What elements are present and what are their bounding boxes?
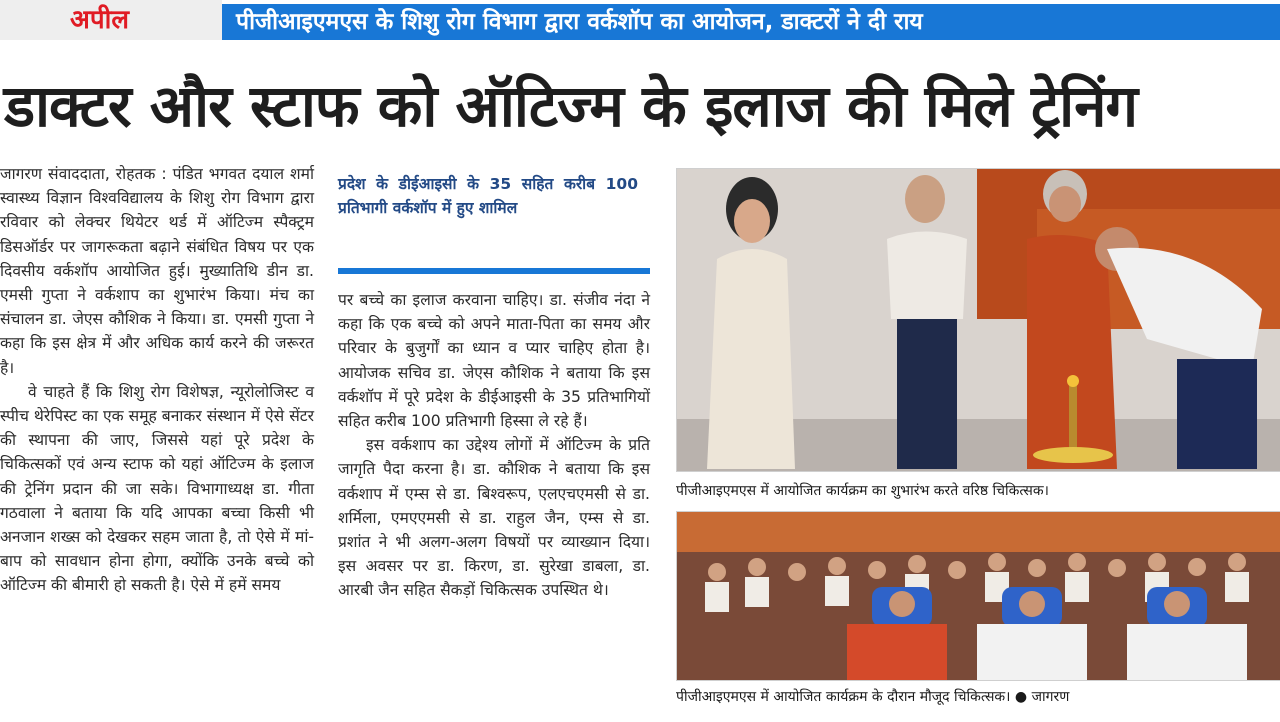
photo-audience-illustration — [677, 512, 1280, 680]
headline: डाक्टर और स्टाफ को ऑटिज्म के इलाज की मिले ट्रेनिंग — [4, 72, 1138, 140]
article-column-2 — [338, 288, 650, 603]
column1-paragraph-1: जागरण संवाददाता, रोहतक : पंडित भगवत दयाल शर्मा स्वास्थ्य विज्ञान विश्वविद्यालय के शिशु रोग विभाग द्वारा रविवार को लेक्चर थियेटर थर्ड में ऑटिज्म स्पैक्ट्रम डिसऑर्डर पर जागरूकता बढ़ाने संबंधित विषय पर एक दिवसीय वर्कशॉप आयोजित हुई। मुख्यातिथि डीन डा. एमसी गुप्ता ने वर्कशाप का शुभारंभ किया। मंच का संचालन डा. जेएस कौशिक ने किया। डा. एमसी गुप्ता ने कहा कि इस क्षेत्र में और अधिक कार्य करने की जरूरत है। — [0, 165, 314, 377]
photo-audience-caption: पीजीआइएमएस में आयोजित कार्यक्रम के दौरान मौजूद चिकित्सक। — [676, 689, 1011, 705]
photo-inauguration — [676, 168, 1280, 472]
column2-paragraph-2-text: इस वर्कशाप का उद्देश्य लोगों में ऑटिज्म के प्रति जागृति पैदा करना है। डा. कौशिक ने बताया कि इस वर्कशाप में एम्स से डा. बिश्वरूप, एलएचएमसी से डा. शर्मिला, एमएएमसी से डा. राहुल जैन, एम्स से डा. प्रशांत ने भी अलग-अलग विषयों पर व्याख्यान दिया। इस अवसर पर डा. किरण, डा. सुरेखा डाबला, डा. आरबी जैन सहित सैकड़ों चिकित्सक उपस्थित थे। — [338, 436, 650, 600]
subhead-bar: पीजीआइएमएस के शिशु रोग विभाग द्वारा वर्कशॉप का आयोजन, डाक्टरों ने दी राय — [222, 4, 1280, 40]
column1-paragraph-2-text: वे चाहते हैं कि शिशु रोग विशेषज्ञ, न्यूरोलोजिस्ट व स्पीच थेरेपिस्ट का एक समूह बनाकर संस्थान में ऐसे सेंटर की स्थापना की जाए, जिससे यहां पूरे प्रदेश के चिकित्सकों एवं अन्य स्टाफ को यहां ऑटिज्म के इलाज की ट्रेनिंग प्रदान की जा सके। विभागाध्यक्ष डा. गीता गठवाला ने बताया कि यदि आपका बच्चा किसी भी अनजान शख्स को देखकर सहम जाता है, तो ऐसे में मां-बाप को सावधान होना होगा, क्योंकि उनके बच्चे को ऑटिज्म की बीमारी हो सकती है। ऐसे में हमें समय — [0, 382, 314, 595]
kicker-label: अपील — [0, 0, 222, 40]
photo-audience-caption-line — [676, 687, 1069, 706]
photo-audience — [676, 511, 1280, 681]
bullet-icon: ● — [1014, 689, 1028, 705]
highlight-box: प्रदेश के डीईआइसी के 35 सहित करीब 100 प्रतिभागी वर्कशॉप में हुए शामिल — [338, 175, 638, 217]
column2-paragraph-1: पर बच्चे का इलाज करवाना चाहिए। डा. संजीव नंदा ने कहा कि एक बच्चे को अपने माता-पिता का समय और परिवार के बुजुर्गों का ध्यान व प्यार चाहिए होता है। आयोजक सचिव डा. जेएस कौशिक ने बताया कि इस वर्कशॉप में पूरे प्रदेश के डीईआइसी के 35 प्रतिभागियों सहित करीब 100 प्रतिभागी हिस्सा ले रहे हैं। — [338, 291, 650, 431]
divider-rule — [338, 268, 650, 274]
column2-paragraph-2 — [338, 433, 650, 602]
column1-paragraph-2 — [0, 380, 314, 598]
photo-inauguration-caption: पीजीआइएमएस में आयोजित कार्यक्रम का शुभारंभ करते वरिष्ठ चिकित्सक। — [676, 483, 1049, 499]
photo-credit: जागरण — [1031, 689, 1070, 705]
article-column-1 — [0, 162, 314, 598]
photo-inauguration-illustration — [677, 169, 1280, 471]
